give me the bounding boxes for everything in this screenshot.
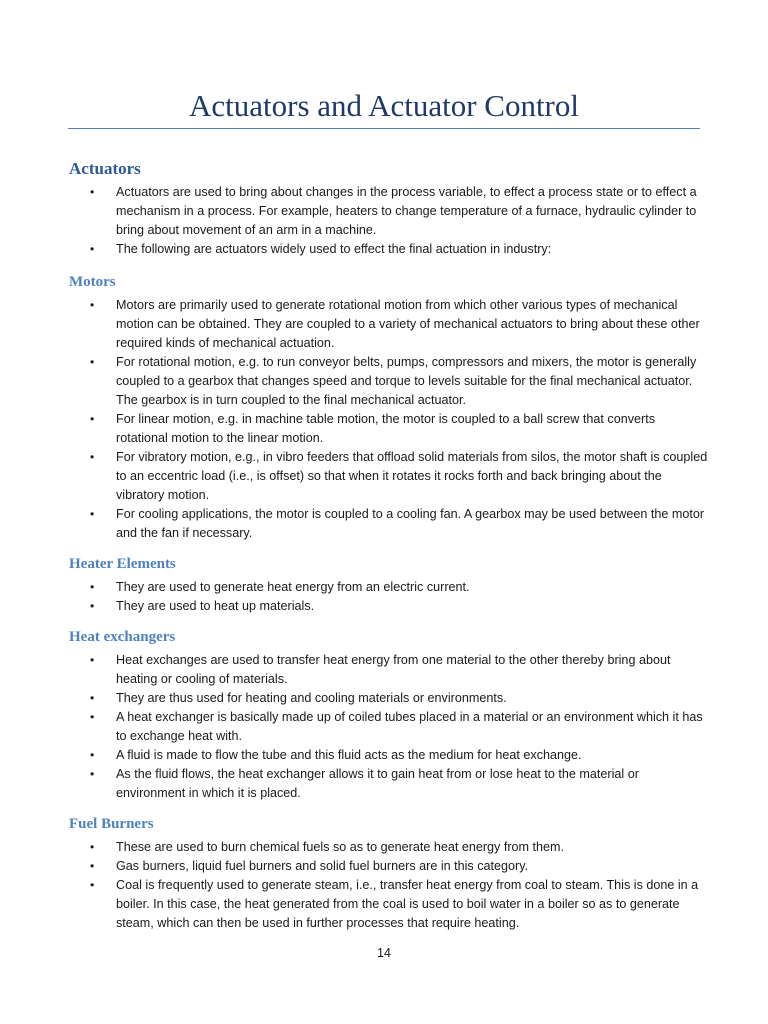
section-heading: Heat exchangers [69, 629, 176, 645]
bullet-icon: • [90, 840, 95, 854]
bullet-icon: • [90, 767, 95, 781]
section-heading: Actuators [69, 159, 141, 178]
page-title: Actuators and Actuator Control [189, 88, 579, 123]
section-fuel-burners [69, 813, 709, 933]
bullet-icon: • [90, 710, 95, 724]
section-actuators [69, 158, 709, 259]
section-heater-elements [69, 553, 709, 616]
section-heading: Motors [69, 274, 116, 290]
bullet-icon: • [90, 298, 95, 312]
list-item: • They are used to generate heat energy from an electric current. [69, 578, 709, 597]
bullet-icon: • [90, 878, 95, 892]
list-item: • For vibratory motion, e.g., in vibro feeders that offload solid materials from silos, the motor shaft is coupled to an eccentric load (i.e., is offset) so that when it rotates it rocks forth and back bringing about the vibratory motion. [90, 450, 708, 502]
section-heading: Fuel Burners [69, 816, 154, 832]
list-item: • Gas burners, liquid fuel burners and solid fuel burners are in this category. [69, 857, 709, 876]
list-item: • They are thus used for heating and cooling materials or environments. [69, 689, 709, 708]
list-item: • The following are actuators widely used to effect the final actuation in industry: [69, 240, 709, 259]
bullet-list [69, 183, 709, 259]
bullet-list [69, 651, 709, 803]
list-item: • As the fluid flows, the heat exchanger allows it to gain heat from or lose heat to the material or environment in which it is placed. [90, 767, 639, 800]
bullet-icon: • [90, 599, 95, 613]
list-item: • These are used to burn chemical fuels so as to generate heat energy from them. [69, 838, 709, 857]
bullet-icon: • [90, 450, 95, 464]
list-item: • Motors are primarily used to generate rotational motion from which other various types of mechanical motion can be obtained. They are coupled to a variety of mechanical actuators to bring about these other required kinds of mechanical actuation. [90, 298, 700, 350]
bullet-icon: • [90, 859, 95, 873]
bullet-icon: • [90, 355, 95, 369]
bullet-icon: • [90, 748, 95, 762]
list-item: • For rotational motion, e.g. to run conveyor belts, pumps, compressors and mixers, the motor is generally coupled to a gearbox that changes speed and torque to levels suitable for the final mechanical actuator. The gearbox is in turn coupled to the final mechanical actuator. [90, 355, 697, 407]
list-item: • A fluid is made to flow the tube and this fluid acts as the medium for heat exchange. [69, 746, 709, 765]
title-underline [68, 128, 700, 129]
bullet-icon: • [90, 653, 95, 667]
list-item: • A heat exchanger is basically made up of coiled tubes placed in a material or an environment which it has to exchange heat with. [90, 710, 703, 743]
bullet-icon: • [90, 242, 95, 256]
list-item: • Actuators are used to bring about changes in the process variable, to effect a process state or to effect a mechanism in a process. For example, heaters to change temperature of a furnace, hydraulic cylinder to bring about movement of an arm in a machine. [90, 185, 697, 237]
section-motors [69, 271, 709, 543]
bullet-icon: • [90, 580, 95, 594]
bullet-list [69, 578, 709, 616]
bullet-icon: • [90, 185, 95, 199]
page-number: 14 [377, 946, 391, 960]
list-item: • Heat exchanges are used to transfer heat energy from one material to the other thereby bring about heating or cooling of materials. [90, 653, 671, 686]
bullet-list [69, 296, 709, 543]
section-heat-exchangers [69, 626, 709, 803]
list-item: • For cooling applications, the motor is coupled to a cooling fan. A gearbox may be used between the motor and the fan if necessary. [90, 507, 705, 540]
section-heading: Heater Elements [69, 556, 176, 572]
document-body [69, 158, 709, 933]
bullet-list [69, 838, 709, 933]
list-item: • They are used to heat up materials. [69, 597, 709, 616]
bullet-icon: • [90, 691, 95, 705]
list-item: • Coal is frequently used to generate steam, i.e., transfer heat energy from coal to steam. This is done in a boiler. In this case, the heat generated from the coal is used to boil water in a boiler so as to generate steam, which can then be used in further processes that require heating. [90, 878, 699, 930]
list-item: • For linear motion, e.g. in machine table motion, the motor is coupled to a ball screw that converts rotational motion to the linear motion. [90, 412, 655, 445]
bullet-icon: • [90, 507, 95, 521]
bullet-icon: • [90, 412, 95, 426]
